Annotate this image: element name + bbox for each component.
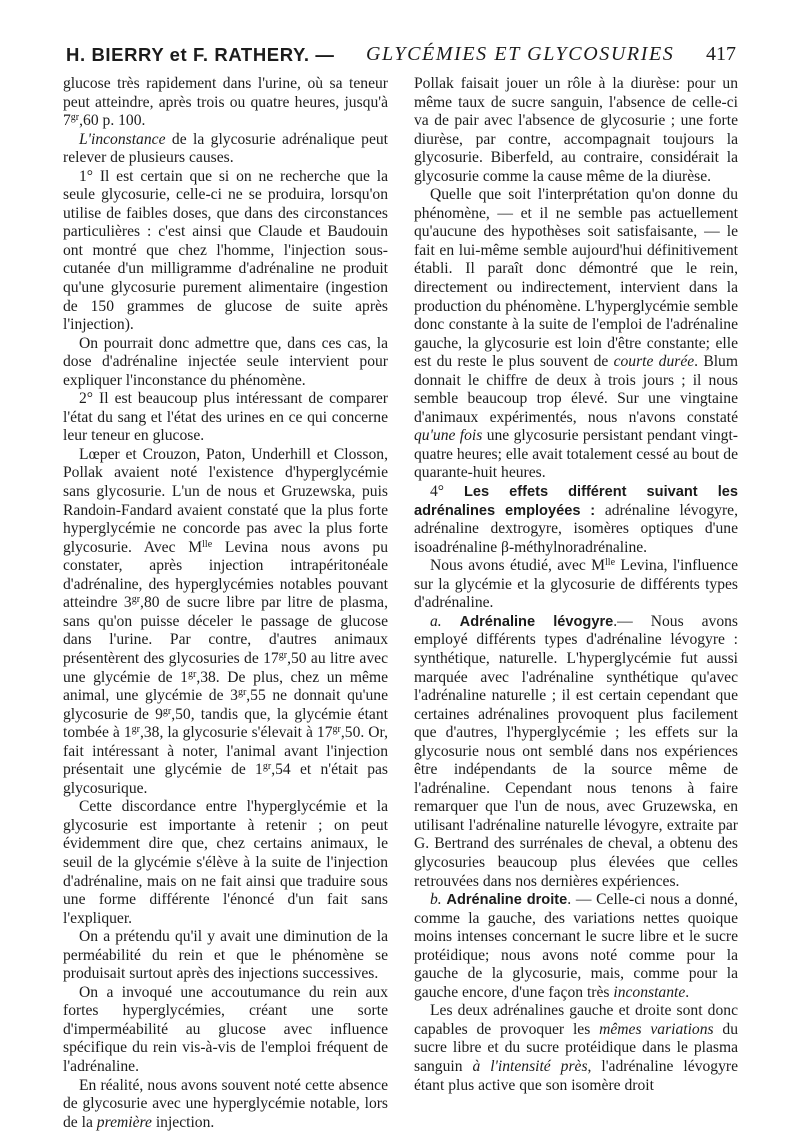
right-column — [414, 75, 738, 1095]
subsection-heading: Adrénaline droite — [446, 892, 568, 909]
paragraph: L'inconstance de la glycosurie adrénalique peut relever de plusieurs causes. — [63, 130, 388, 167]
subsection-heading: Adrénaline lévogyre — [459, 613, 614, 630]
paragraph: Lœper et Crouzon, Paton, Underhill et Closson, Pollak avaient noté l'existence d'hyperglycémie sans glycosurie. L'un de nous et Gruzewska, puis Randoin-Fandard avaient constaté que la plus forte hyperglycémie ne concorde pas avec la plus forte glycosurie. Avec $M^{lle}$ Levina nous avons pu constater, après injection intrapéritonéale d'adrénaline, des hyperglycémies notables pouvant atteindre $3^{gr},80$ de sucre libre par litre de plasma, sans qu'on puisse déceler le passage de glucose dans l'urine. Par contre, d'autres animaux présentèrent des glycosuries de $17^{gr},50$ au litre avec une glycémie de $1^{gr},38$. De plus, chez un même animal, une glycémie de $3^{gr},55$ ne donnait qu'une glycosurie de $9^{gr},50$, tandis que, la glycémie étant tombée à $1^{gr},38$, la glycosurie s'élevait à $17^{gr},50$. Or, fait intéressant à noter, l'animal avant l'injection présentait une glycémie de $1^{gr},54$ et n'était pas glycosurique. — [63, 445, 388, 797]
paragraph: Quelle que soit l'interprétation qu'on donne du phénomène, — et il ne semble pas actuellement qu'aucune des hypothèses soit satisfaisante, — le fait en lui-même semble aujourd'hui définitivement établi. Il paraît donc démontré que le rein, directement ou indirectement, intervient dans la production du phénomène. L'hyperglycémie semble donc constante à la suite de l'emploi de l'adrénaline gauche, la glycosurie est loin d'être constante; elle est du reste le plus souvent de courte durée. Blum donnait le chiffre de deux à trois jours ; il nous semble beaucoup trop élevé. Sur une vingtaine d'animaux expérimentés, nous n'avons constaté qu'une fois une glycosurie persistant pendant vingt-quatre heures; elle avait totalement cessé au bout de quarante-huit heures. — [414, 186, 738, 482]
header-authors: H. BIERRY et F. RATHERY. — — [66, 44, 335, 65]
subsection-paragraph: b. Adrénaline droite. — Celle-ci nous a donné, comme la gauche, des variations nettes quoique moins intenses concernant le sucre libre et le sucre protéidique; nous avons noté comme pour la gauche de la glycosurie, mais, comme pour la gauche encore, d'une façon très inconstante. — [414, 891, 739, 1001]
page-number: 417 — [706, 43, 736, 65]
paragraph: 2° Il est beaucoup plus intéressant de comparer l'état du sang et l'état des urines en ce qui concerne leur teneur en glucose. — [63, 390, 388, 445]
paragraph: Pollak faisait jouer un rôle à la diurèse: pour un même taux de sucre sanguin, l'absence de celle-ci va de pair avec l'absence de glycosurie ; une forte diurèse, par contre, accompagnait toujours la glycosurie. Biberfeld, au contraire, considérait la glycosurie comme la cause même de la diurèse. — [414, 75, 738, 185]
paragraph: On a prétendu qu'il y avait une diminution de la perméabilité du rein et que le phénomène se produisait surtout après des injections successives. — [63, 928, 388, 983]
paragraph: Les deux adrénalines gauche et droite sont donc capables de provoquer les mêmes variations du sucre libre et du sucre protéidique dans le plasma sanguin à l'intensité près, l'adrénaline lévogyre étant plus active que son isomère droit — [414, 1002, 739, 1094]
paragraph: 1° Il est certain que si on ne recherche que la seule glycosurie, celle-ci ne se produira, lorsqu'on utilise de faibles doses, que dans des circonstances particulières : c'est ainsi que Claude et Baudouin ont montré que chez l'homme, l'injection sous-cutanée d'un milligramme d'adrénaline ne produit qu'une glycosurie purement alimentaire (ingestion de 150 grammes de glucose de suite après l'injection). — [63, 167, 388, 334]
running-header — [66, 44, 736, 74]
paragraph: En réalité, nous avons souvent noté cette absence de glycosurie avec une hyperglycémie notable, lors de la première injection. — [63, 1076, 388, 1131]
subsection-paragraph: a. Adrénaline lévogyre.— Nous avons employé différents types d'adrénaline lévogyre : synthétique, naturelle. L'hyperglycémie fut aussi marquée avec l'adrénaline synthétique qu'avec l'adrénaline naturelle ; il est certain cependant que certaines adrénalines provoquent plus facilement que d'autres, l'hyperglycémie ; les effets sur la glycosurie nous ont semblé dans nos expériences être indépendants de la source même de l'adrénaline. Cependant nous tenons à faire remarquer que l'un de nous, avec Gruzewska, en utilisant l'adrénaline naturelle lévogyre, extraite par G. Bertrand des surrénales de cheval, a obtenu des glycosuries beaucoup plus élevées que celles retrouvées dans nos dernières expériences. — [414, 612, 738, 890]
paragraph: Cette discordance entre l'hyperglycémie et la glycosurie est importante à retenir ; on peut évidemment dire que, chez certains animaux, le seuil de la glycémie s'élève à la suite de l'injection d'adrénaline, mais on ne fait ainsi que traduire sous une forme différente l'énoncé d'un fait sans l'expliquer. — [63, 798, 388, 927]
paragraph: On a invoqué une accoutumance du rein aux fortes hyperglycémies, créant une sorte d'imperméabilité au glucose avec influence spécifique du rein vis-à-vis de l'emploi fréquent de l'adrénaline. — [63, 983, 388, 1075]
section-heading: Les effets différent suivant les adrénalines employées : — [414, 484, 738, 519]
paragraph: glucose très rapidement dans l'urine, où sa teneur peut atteindre, après trois ou quatre heures, jusqu'à $7^{gr},60$ p. 100. — [63, 75, 388, 130]
paragraph: Nous avons étudié, avec $M^{lle}$ Levina, l'influence sur la glycémie et la glycosurie de différents types d'adrénaline. — [414, 557, 738, 612]
header-title: GLYCÉMIES ET GLYCOSURIES — [366, 43, 675, 65]
left-column — [63, 75, 388, 1132]
section-heading-paragraph: 4° Les effets différent suivant les adrénalines employées : adrénaline lévogyre, adrénaline dextrogyre, isomères optiques d'une isoadrénaline β-méthylnoradrénaline. — [414, 483, 738, 556]
paragraph: On pourrait donc admettre que, dans ces cas, la dose d'adrénaline injectée seule intervient pour expliquer l'inconstance du phénomène. — [63, 334, 388, 389]
